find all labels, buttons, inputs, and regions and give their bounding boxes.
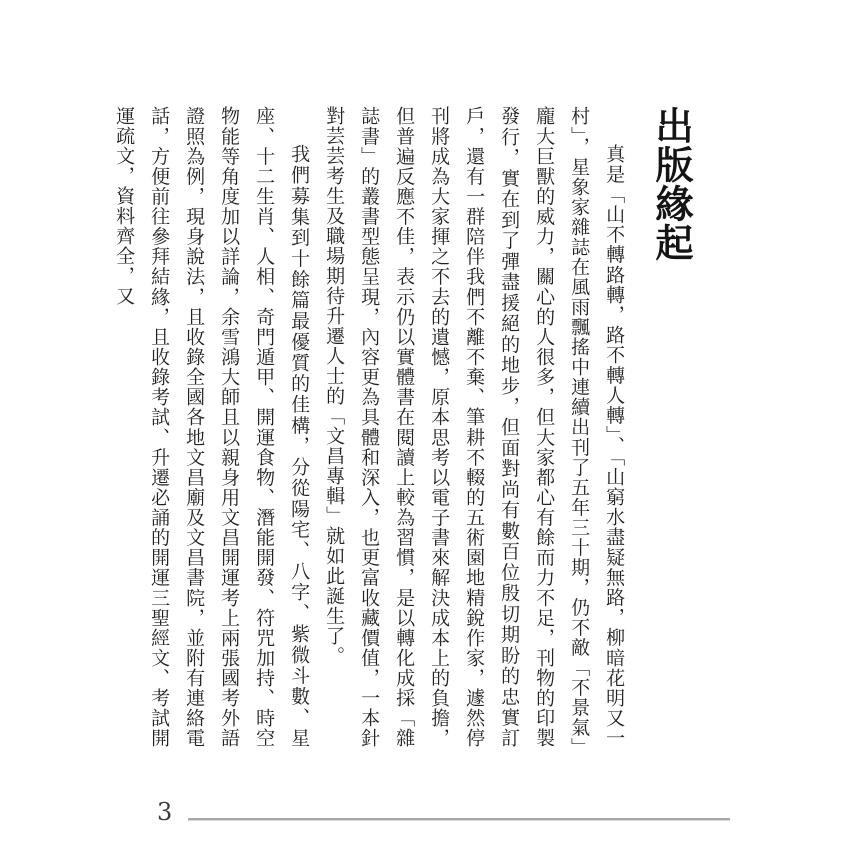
paragraph: 真是「山不轉路轉，路不轉人轉」、「山窮水盡疑無路，柳暗花明又一村」，星象家雜誌在風雨飄搖中連續出刊了五年三十期，仍不敵「不景氣」龐大巨獸的威力，關心的人很多，但大家都心有餘而力不足，刊物的印製發行，實在到了彈盡援絕的地步，但面對尚有數百位殷切期盼的忠實訂戶，還有一群陪伴我們不離不棄、筆耕不輟的五術園地精銳作家，遽然停刊將成為大家揮之不去的遺憾，原本思考以電子書來解決成本上的負擔，但普遍反應不佳，表示仍以實體書在閱讀上較為習慣，是以轉化成採「雜誌書」的叢書型態呈現，內容更為具體和深入，也更富收藏價值，一本針對芸芸考生及職場期待升遷人士的「文昌專輯」就如此誕生了。 xyxy=(323,106,626,748)
page-footer xyxy=(0,796,850,836)
vertical-text-block xyxy=(106,106,700,748)
paragraph: 我們募集到十餘篇最優質的佳構，分從陽宅、八字、紫微斗數、星座、十二生肖、人相、奇門遁甲、開運食物、潛能開發、符咒加持、時空物能等角度加以詳論，余雪鴻大師且以親身用文昌開運考上兩張國考外語證照為例，現身說法，且收錄全國各地文昌廟及文昌書院，並附有連絡電話，方便前往參拜結緣，且收錄考試、升遷必誦的開運三聖經文、考試開運疏文，資料齊全，又 xyxy=(113,106,311,748)
page-number: 3 xyxy=(157,798,173,826)
page-title: 出版緣起 xyxy=(649,106,694,262)
footer-rule xyxy=(188,818,730,821)
